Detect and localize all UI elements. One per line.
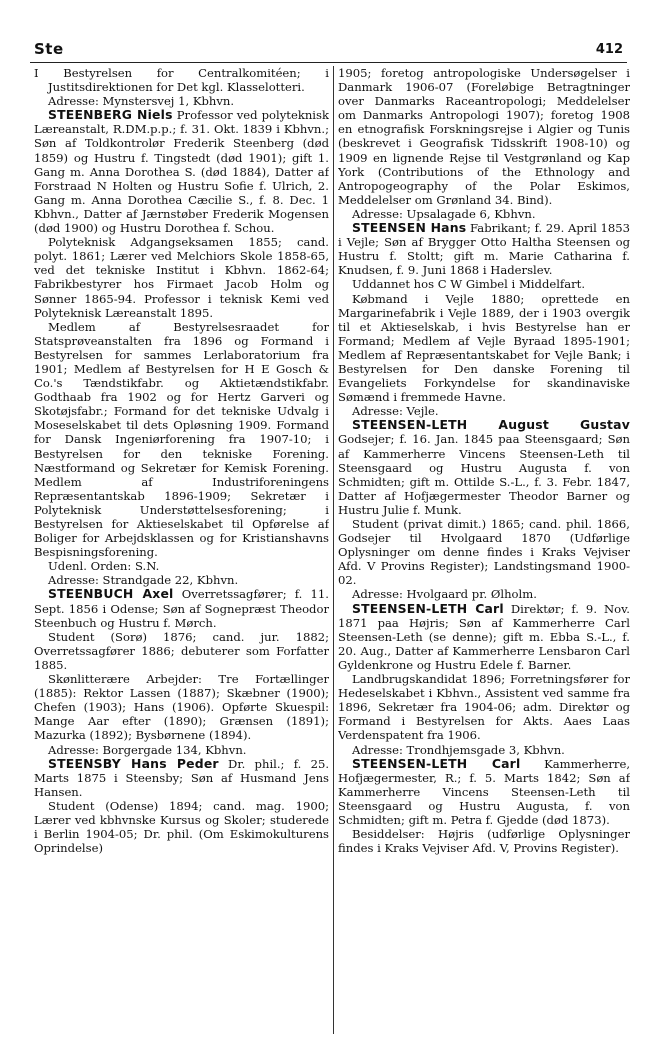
running-header (30, 40, 627, 63)
entry-name: STEENBUCH Axel (48, 586, 174, 602)
biography-entry (338, 602, 630, 672)
biography-entry (338, 221, 630, 277)
biography-entry (34, 587, 329, 629)
address-line: Adresse: Strandgade 22, Kbhvn. (48, 573, 239, 588)
column-divider (333, 66, 334, 1034)
entry-text: Fabrikant; f. 29. April 1853 i Vejle; Søn af Brygger Otto Haltha Steensen og Hustru f. Stoltt; gift m. Marie Catharina f. Knudsen, f. 9. Juni 1868 i Haderslev. (338, 221, 630, 278)
page-number: 412 (595, 42, 623, 57)
entry-paragraph: Udenl. Orden: S.N. (48, 559, 160, 574)
biography-entry (338, 418, 630, 517)
entry-paragraph: 1905; foretog antropologiske Undersøgelser i Danmark 1906-07 (Foreløbige Betragtninger over Danmarks Raceantropologi; Meddelelser om Danmarks Antropologi 1907); foretog 1908 en etnografisk Forskningsrejse i Algier og Tunis (beskrevet i Geografisk Tidsskrift 1908-10) og 1909 en lignende Rejse til Vestgrønland og Kap York (Contributions of the Ethnology and Antropogeography of the Polar Eskimos, Meddelelser om Grønland 34. Bind). (338, 66, 630, 207)
entry-text: Dr. phil.; f. 25. Marts 1875 i Steensby; Søn af Husmand Jens Hansen. (34, 756, 329, 799)
biography-entry (338, 757, 630, 827)
right-column (338, 66, 630, 1034)
entry-text: Godsejer; f. 16. Jan. 1845 paa Steensgaard; Søn af Kammerherre Vincens Steensen-Leth til Steensgaard og Hustru Augusta f. von Schmidten; gift m. Ottilde S.-L., f. 3. Febr. 1847, Datter af Hofjægermester Theodor Barner og Hustru Julie f. Munk. (338, 432, 630, 517)
entry-paragraph: Skønlitterære Arbejder: Tre Fortællinger (1885): Rektor Lassen (1887); Skæbner (1900); Chefen (1903); Hans (1906). Opførte Skuespil: Mange Aar efter (1890); Grænsen (1891); Mazurka (1892); Bysbørnene (1894). (34, 672, 329, 743)
running-headword: Ste (34, 40, 64, 58)
left-column (34, 66, 329, 1034)
entry-paragraph: Købmand i Vejle 1880; oprettede en Margarinefabrik i Vejle 1889, der i 1903 overgik til et Aktieselskab, i hvis Bestyrelse han er Formand; Medlem af Vejle Byraad 1895-1901; Medlem af Repræsentantskabet for Vejle Bank; i Bestyrelsen for Den danske Forening til Evangeliets Forkyndelse for skandinaviske Sømænd i fremmede Havne. (338, 291, 630, 405)
entry-paragraph: Landbrugskandidat 1896; Forretningsfører for Hedeselskabet i Kbhvn., Assistent ved samme fra 1896, Sekretær fra 1904-06; adm. Direktør og Formand i Bestyrelsen for Akts. Aaes Laas Verdenspatent fra 1906. (338, 672, 630, 743)
entry-paragraph: Student (privat dimit.) 1865; cand. phil. 1866, Godsejer til Hvolgaard 1870 (Udførlige Oplysninger om denne findes i Kraks Vejviser Afd. V Provins Register); Landstingsmand 1900-02. (338, 517, 630, 588)
entry-name: STEENSEN-LETH Carl (352, 755, 521, 771)
entry-text: Professor ved polyteknisk Læreanstalt, R.DM.p.p.; f. 31. Okt. 1839 i Kbhvn.; Søn af Toldkontrolør Frederik Steenberg (død 1859) og Hustru f. Tingstedt (død 1901); gift 1. Gang m. Anna Dorothea S. (død 1884), Datter af Forstraad N Holten og Hustru Sofie f. Ulrich, 2. Gang m. Anna Dorothea Cæcilie S., f. 8. Dec. 1 Kbhvn., Datter af Jærnstøber Frederik Mogensen (død 1900) og Hustru Dorothea f. Schou. (34, 108, 329, 236)
entry-paragraph: Student (Sorø) 1876; cand. jur. 1882; Overretssagfører 1886; debuterer som Forfatter 1885. (34, 629, 329, 672)
address-line: Adresse: Upsalagade 6, Kbhvn. (352, 206, 536, 221)
biography-entry (34, 108, 329, 235)
address-line: Adresse: Borgergade 134, Kbhvn. (48, 742, 247, 757)
entry-text: Direktør; f. 9. Nov. 1871 paa Højris; Søn af Kammerherre Carl Steensen-Leth (se denne); gift m. Ebba S.-L., f. 20. Aug., Datter af Kammerherre Lensbaron Carl Gyldenkrone og Hustru Edele f. Barner. (338, 601, 630, 672)
entry-text: Overretssagfører; f. 11. Sept. 1856 i Odense; Søn af Sognepræst Theodor Steenbuch og Hustru f. Mørch. (34, 587, 329, 630)
entry-paragraph: Medlem af Bestyrelsesraadet for Statsprøveanstalten fra 1896 og Formand i Bestyrelsen for sammes Lerlaboratorium fra 1901; Medlem af Bestyrelsen for H E Gosch & Co.'s Tændstikfabr. og Aktietændstikfabr. Godthaab fra 1902 og for Hertz Garveri og Skotøjsfabr.; Formand for det tekniske Udvalg i Moseselskabet til dets Opløsning 1909. Formand for Dansk Ingeniørforening fra 1907-10; i Bestyrelsen for den tekniske Forening. Næstformand og Sekretær for Kemisk Forening. Medlem af Industriforeningens Repræsentantskab 1896-1909; Sekretær i Polyteknisk Understøttelsesforening; i Bestyrelsen for Aktieselskabet til Opførelse af Boliger for Arbejdsklassen og for Kristianshavns Bespisningsforening. (34, 319, 329, 560)
entry-text: Kammerherre, Hofjægermester, R.; f. 5. Marts 1842; Søn af Kammerherre Vincens Steensen-Leth til Steensgaard og Hustru Augusta, f. von Schmidten; gift m. Petra f. Gjedde (død 1873). (338, 756, 630, 827)
entry-paragraph: Polyteknisk Adgangseksamen 1855; cand. polyt. 1861; Lærer ved Melchiors Skole 1858-65, ved det tekniske Institut i Kbhvn. 1862-64; Fabrikbestyrer hos Firmaet Jacob Holm og Sønner 1865-94. Professor i teknisk Kemi ved Polyteknisk Læreanstalt 1895. (34, 235, 329, 320)
entry-name: STEENBERG Niels (48, 107, 173, 123)
address-line: Adresse: Trondhjemsgade 3, Kbhvn. (352, 742, 565, 757)
address-line: Adresse: Hvolgaard pr. Ølholm. (352, 587, 537, 602)
entry-paragraph: Uddannet hos C W Gimbel i Middelfart. (352, 277, 586, 292)
entry-name: STEENSEN-LETH August Gustav (352, 417, 630, 433)
biography-entry (34, 757, 329, 799)
entry-name: STEENSBY Hans Peder (48, 755, 219, 771)
address-line: Adresse: Vejle. (352, 404, 439, 419)
entry-paragraph: Besiddelser: Højris (udførlige Oplysninger findes i Kraks Vejviser Afd. V, Provins Register). (338, 827, 630, 856)
address-line: Adresse: Mynstersvej 1, Kbhvn. (48, 94, 235, 109)
entry-paragraph: I Bestyrelsen for Centralkomitéen; i Justitsdirektionen for Det kgl. Klasselotteri. (34, 66, 329, 95)
entry-paragraph: Student (Odense) 1894; cand. mag. 1900; Lærer ved kbhvnske Kursus og Skoler; studerede i Berlin 1904-05; Dr. phil. (Om Eskimokulturens Oprindelse) (34, 798, 329, 856)
entry-name: STEENSEN-LETH Carl (352, 600, 504, 616)
entry-name: STEENSEN Hans (352, 220, 467, 236)
